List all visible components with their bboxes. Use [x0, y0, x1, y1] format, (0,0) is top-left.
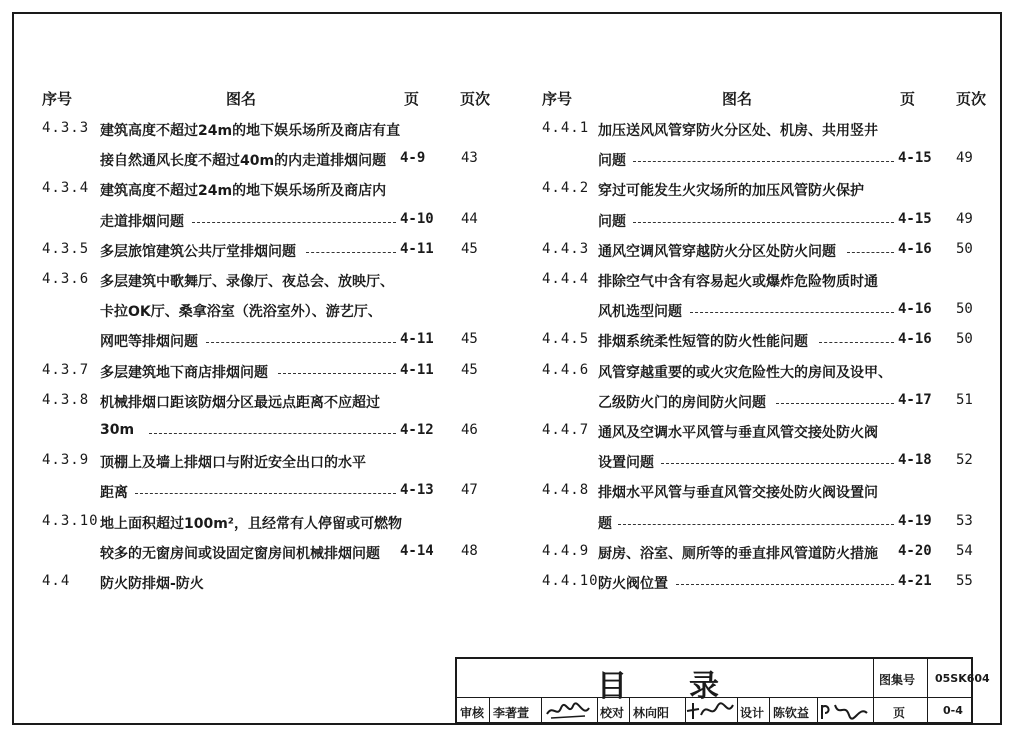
page-number: 0-4: [943, 704, 963, 717]
toc-page-ref: 4-16: [898, 301, 932, 318]
right-header-pages: 页次: [956, 90, 987, 108]
toc-number: 4.4.8: [542, 482, 590, 499]
toc-title: 防火防排烟-防火: [100, 576, 204, 592]
left-header-name: 图名: [226, 90, 257, 108]
toc-row: [0, 241, 1000, 265]
toc-page-count: 49: [956, 210, 973, 227]
toc-page-count: 45: [461, 361, 478, 378]
toc-page-count: 43: [461, 150, 478, 167]
toc-page-count: 50: [956, 301, 973, 318]
toc-page-ref: 4-17: [898, 391, 932, 408]
title-block-vline: [927, 659, 928, 722]
toc-title: 加压送风风管穿防火分区处、机房、共用竖井: [598, 123, 878, 139]
page-label: 页: [893, 706, 906, 720]
toc-page-ref: 4-13: [400, 482, 434, 499]
toc-title: 接自然通风长度不超过40m的内走道排烟问题: [100, 153, 387, 170]
toc-title: 设置问题: [598, 455, 654, 472]
toc-row: [0, 482, 1000, 506]
toc-title: 厨房、浴室、厕所等的垂直排风管道防火措施: [598, 545, 878, 562]
toc-page-ref: 4-9: [400, 150, 426, 167]
toc-number: 4.4.5: [542, 331, 590, 348]
review-label: 审核: [460, 706, 485, 720]
toc-page-ref: 4-16: [898, 240, 932, 257]
toc-page-ref: 4-11: [400, 240, 434, 257]
toc-page-ref: 4-12: [400, 422, 434, 438]
title-block-vline: [873, 659, 874, 722]
toc-row: [0, 513, 1000, 537]
toc-title: 穿过可能发生火灾场所的加压风管防火保护: [598, 183, 864, 200]
toc-page-count: 44: [461, 210, 478, 227]
toc-title: 走道排烟问题: [100, 213, 184, 230]
toc-number: 4.3.3: [42, 120, 90, 136]
designer-signature: [819, 699, 871, 723]
toc-title: 排烟水平风管与垂直风管交接处防火阀设置问: [598, 485, 878, 502]
toc-number: 4.3.10: [42, 512, 99, 529]
toc-row: [0, 271, 1000, 295]
toc-leader: [819, 342, 895, 343]
toc-page-ref: 4-16: [898, 331, 932, 348]
toc-title: 机械排烟口距该防烟分区最远点距离不应超过: [100, 394, 380, 411]
toc-number: 4.3.9: [42, 452, 90, 469]
title-block-vline: [769, 697, 770, 722]
toc-title: 较多的无窗房间或设固定窗房间机械排烟问题: [100, 545, 380, 562]
toc-leader: [690, 312, 894, 313]
toc-title: 建筑高度不超过24m的地下娱乐场所及商店有直: [100, 123, 401, 139]
toc-number: 4.3.5: [42, 240, 90, 257]
toc-title: 防火阀位置: [598, 576, 668, 592]
atlas-label: 图集号: [879, 673, 916, 687]
toc-leader: [847, 252, 894, 253]
toc-leader: [776, 403, 894, 404]
toc-page-count: 53: [956, 512, 973, 529]
toc-page-ref: 4-15: [898, 210, 932, 227]
toc-title: 多层建筑地下商店排烟问题: [100, 364, 268, 381]
toc-title: 风管穿越重要的或火灾危险性大的房间及设甲、: [598, 364, 892, 381]
atlas-number: 05SK604: [935, 672, 990, 685]
toc-number: 4.4.9: [542, 542, 590, 559]
toc-row: [0, 180, 1000, 204]
toc-page-count: 45: [461, 240, 478, 257]
right-header-page: 页: [900, 90, 916, 108]
toc-number: 4.3.7: [42, 361, 90, 378]
toc-number: 4.3.8: [42, 391, 90, 408]
title-block-vline: [541, 697, 542, 722]
toc-row: [0, 422, 1000, 446]
toc-number: 4.4.10: [542, 573, 599, 589]
toc-page-ref: 4-14: [400, 542, 434, 559]
check-label: 校对: [600, 706, 625, 720]
toc-number: 4.4.7: [542, 422, 590, 438]
toc-leader: [618, 524, 894, 525]
toc-page-count: 45: [461, 331, 478, 348]
toc-page-ref: 4-18: [898, 452, 932, 469]
sheet-title-char-1: 目: [597, 669, 629, 704]
toc-title: 网吧等排烟问题: [100, 334, 198, 351]
toc-page-ref: 4-15: [898, 150, 932, 167]
title-block: [455, 657, 990, 724]
toc-number: 4.4.1: [542, 120, 590, 136]
toc-title: 通风空调风管穿越防火分区处防火问题: [598, 243, 836, 260]
toc-page-count: 47: [461, 482, 478, 499]
toc-row: [0, 452, 1000, 476]
toc-row: [0, 362, 1000, 386]
toc-leader: [661, 463, 894, 464]
toc-leader: [676, 584, 895, 585]
right-header-seq: 序号: [542, 90, 573, 108]
toc-number: 4.3.6: [42, 271, 90, 287]
toc-row: [0, 573, 1000, 597]
toc-title: 距离: [100, 485, 128, 502]
left-header-pages: 页次: [460, 90, 491, 108]
designer-name: 陈钦益: [773, 706, 810, 720]
toc-page-count: 48: [461, 542, 478, 559]
toc-title: 风机选型问题: [598, 304, 682, 321]
right-header-name: 图名: [722, 90, 753, 108]
toc-number: 4.4: [42, 573, 71, 589]
toc-title: 卡拉OK厅、桑拿浴室（洗浴室外）、游艺厅、: [100, 304, 382, 321]
title-block-vline: [597, 697, 598, 722]
toc-title: 排除空气中含有容易起火或爆炸危险物质时通: [598, 274, 878, 290]
toc-leader: [633, 222, 894, 223]
toc-number: 4.4.2: [542, 180, 590, 197]
toc-title: 地上面积超过100m²，且经常有人停留或可燃物: [100, 515, 402, 532]
toc-row: [0, 392, 1000, 416]
toc-title: 顶棚上及墙上排烟口与附近安全出口的水平: [100, 455, 366, 472]
toc-row: [0, 120, 1000, 144]
title-block-vline: [737, 697, 738, 722]
toc-page-ref: 4-11: [400, 361, 434, 378]
toc-title: 问题: [598, 213, 626, 230]
toc-page-count: 49: [956, 150, 973, 167]
toc-page-count: 54: [956, 542, 973, 559]
toc-title: 问题: [598, 153, 626, 170]
title-block-vline: [489, 697, 490, 722]
toc-number: 4.4.6: [542, 361, 590, 378]
toc-row: [0, 543, 1000, 567]
sheet-title-char-2: 录: [689, 669, 721, 704]
title-block-vline: [817, 697, 818, 722]
left-header-page: 页: [404, 90, 420, 108]
toc-title: 建筑高度不超过24m的地下娱乐场所及商店内: [100, 183, 387, 200]
toc-page-count: 55: [956, 573, 973, 589]
toc-page-ref: 4-10: [400, 210, 434, 227]
toc-title: 30m: [100, 422, 135, 438]
toc-row: [0, 331, 1000, 355]
toc-page-count: 52: [956, 452, 973, 469]
toc-page-count: 51: [956, 391, 973, 408]
reviewer-name: 李著萱: [493, 706, 530, 720]
toc-page-count: 46: [461, 422, 478, 438]
reviewer-signature: [545, 700, 593, 722]
toc-number: 4.4.4: [542, 271, 590, 287]
toc-title: 通风及空调水平风管与垂直风管交接处防火阀: [598, 425, 878, 441]
toc-page-count: 50: [956, 331, 973, 348]
toc-title: 多层旅馆建筑公共厅堂排烟问题: [100, 243, 296, 260]
toc-title: 多层建筑中歌舞厅、录像厅、夜总会、放映厅、: [100, 274, 394, 290]
title-block-vline: [629, 697, 630, 722]
left-header-seq: 序号: [42, 90, 73, 108]
toc-row: [0, 150, 1000, 174]
toc-page-ref: 4-19: [898, 512, 932, 529]
toc-page-ref: 4-20: [898, 542, 932, 559]
toc-page-ref: 4-21: [898, 573, 932, 589]
toc-leader: [633, 161, 894, 162]
design-label: 设计: [740, 706, 765, 720]
checker-name: 林向阳: [633, 706, 670, 720]
toc-title: 乙级防火门的房间防火问题: [598, 394, 766, 411]
toc-title: 排烟系统柔性短管的防火性能问题: [598, 334, 808, 351]
toc-page-count: 50: [956, 240, 973, 257]
toc-page-ref: 4-11: [400, 331, 434, 348]
toc-row: [0, 301, 1000, 325]
toc-number: 4.4.3: [542, 240, 590, 257]
toc-number: 4.3.4: [42, 180, 90, 197]
toc-title: 题: [598, 515, 612, 532]
checker-signature: [685, 699, 737, 723]
toc-row: [0, 211, 1000, 235]
